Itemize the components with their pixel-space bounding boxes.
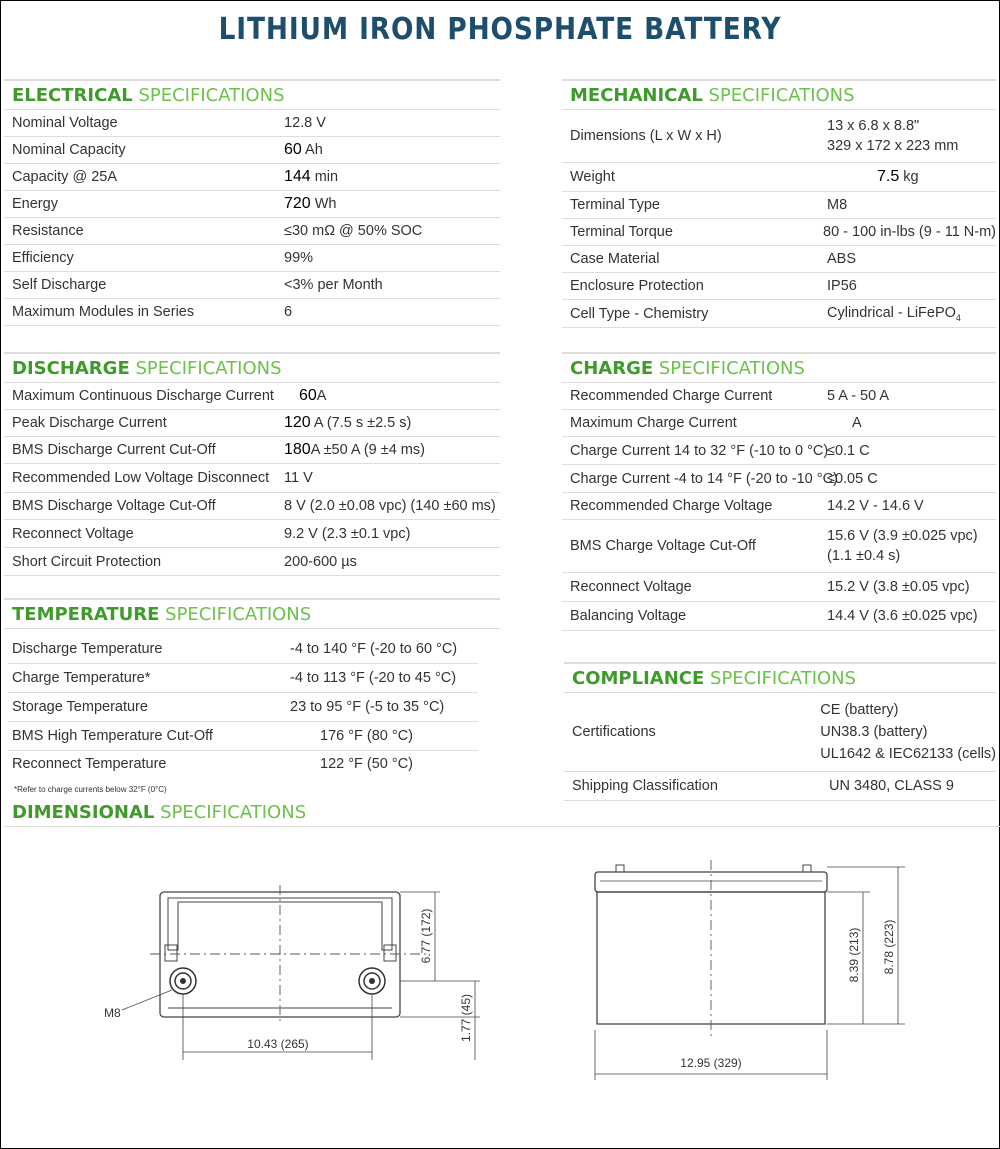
electrical-row: Energy 720 Wh	[4, 191, 500, 218]
temperature-row: Discharge Temperature -4 to 140 °F (-20 to 60 °C)	[8, 635, 478, 664]
mechanical-row: Weight 7.5 kg	[562, 163, 996, 192]
mechanical-row: Cell Type - Chemistry Cylindrical - LiFePO$_4$	[562, 300, 996, 328]
mechanical-row: Terminal Torque 80 - 100 in-lbs (9 - 11 N-m)	[562, 219, 996, 246]
temperature-row: BMS High Temperature Cut-Off 176 °F (80 °C)	[8, 722, 478, 751]
compliance-row: Shipping Classification UN 3480, CLASS 9	[564, 772, 996, 801]
electrical-row: Nominal Voltage 12.8 V	[4, 110, 500, 137]
mechanical-row: Terminal Type M8	[562, 192, 996, 219]
terminal-icon	[170, 968, 196, 994]
compliance-row: Certifications CE (battery) UN38.3 (battery) UL1642 & IEC62133 (cells)	[564, 693, 996, 772]
discharge-heading: DISCHARGE SPECIFICATIONS	[4, 352, 500, 383]
compliance-heading: COMPLIANCE SPECIFICATIONS	[564, 662, 996, 693]
discharge-row: Recommended Low Voltage Disconnect 11 V	[4, 464, 500, 493]
temperature-note: *Refer to charge currents below 32°F (0°C)	[14, 785, 167, 794]
discharge-panel	[4, 352, 500, 576]
discharge-row: Maximum Continuous Discharge Current 60A	[4, 383, 500, 410]
terminal-icon	[359, 968, 385, 994]
discharge-row: Short Circuit Protection 200-600 µs	[4, 548, 500, 576]
mechanical-row: Case Material ABS	[562, 246, 996, 273]
top-height-label: 6.77 (172)	[419, 908, 433, 964]
electrical-row: Efficiency 99%	[4, 245, 500, 272]
charge-row: Recommended Charge Current 5 A - 50 A	[562, 383, 996, 410]
mechanical-row: Enclosure Protection IP56	[562, 273, 996, 300]
top-offset-label: 1.77 (45)	[459, 993, 473, 1043]
discharge-row: BMS Discharge Current Cut-Off 180A ±50 A (9 ±4 ms)	[4, 437, 500, 464]
top-view-drawing	[90, 880, 490, 1070]
mechanical-heading: MECHANICAL SPECIFICATIONS	[562, 79, 996, 110]
mechanical-panel	[562, 79, 996, 328]
charge-row: Balancing Voltage 14.4 V (3.6 ±0.025 vpc)	[562, 602, 996, 631]
electrical-heading: ELECTRICAL SPECIFICATIONS	[4, 79, 500, 110]
compliance-panel	[564, 662, 996, 801]
side-body-height-label: 8.39 (213)	[847, 927, 861, 983]
side-view-drawing	[580, 855, 910, 1085]
terminal-label: M8	[104, 1006, 121, 1020]
dimensional-heading: DIMENSIONAL SPECIFICATIONS	[4, 798, 1000, 827]
discharge-row: BMS Discharge Voltage Cut-Off 8 V (2.0 ±0.08 vpc) (140 ±60 ms)	[4, 493, 500, 520]
charge-row: Maximum Charge Current A	[562, 410, 996, 437]
charge-panel	[562, 352, 996, 631]
electrical-row: Resistance ≤30 mΩ @ 50% SOC	[4, 218, 500, 245]
page-title: LITHIUM IRON PHOSPHATE BATTERY	[218, 12, 782, 47]
discharge-row: Peak Discharge Current 120 A (7.5 s ±2.5 s)	[4, 410, 500, 437]
electrical-panel	[4, 79, 500, 326]
temperature-row: Charge Temperature* -4 to 113 °F (-20 to 45 °C)	[8, 664, 478, 693]
mechanical-row: Dimensions (L x W x H) 13 x 6.8 x 8.8" 329 x 172 x 223 mm	[562, 110, 996, 163]
top-width-label: 10.43 (265)	[247, 1037, 309, 1051]
charge-row: Charge Current 14 to 32 °F (-10 to 0 °C) ≤0.1 C	[562, 437, 996, 465]
temperature-row: Storage Temperature 23 to 95 °F (-5 to 35 °C)	[8, 693, 478, 722]
charge-heading: CHARGE SPECIFICATIONS	[562, 352, 996, 383]
side-width-label: 12.95 (329)	[680, 1056, 742, 1070]
side-total-height-label: 8.78 (223)	[882, 919, 896, 975]
temperature-panel	[4, 598, 500, 794]
charge-row: Reconnect Voltage 15.2 V (3.8 ±0.05 vpc)	[562, 573, 996, 602]
charge-row: Charge Current -4 to 14 °F (-20 to -10 °C) ≤0.05 C	[562, 465, 996, 493]
electrical-row: Maximum Modules in Series 6	[4, 299, 500, 326]
charge-row: Recommended Charge Voltage 14.2 V - 14.6 V	[562, 493, 996, 520]
electrical-row: Self Discharge <3% per Month	[4, 272, 500, 299]
electrical-row: Nominal Capacity 60 Ah	[4, 137, 500, 164]
discharge-row: Reconnect Voltage 9.2 V (2.3 ±0.1 vpc)	[4, 520, 500, 548]
temperature-row: Reconnect Temperature 122 °F (50 °C)	[12, 756, 413, 772]
temperature-heading: TEMPERATURE SPECIFICATIONS	[4, 598, 500, 629]
charge-row: BMS Charge Voltage Cut-Off 15.6 V (3.9 ±0.025 vpc) (1.1 ±0.4 s)	[562, 520, 996, 573]
electrical-row: Capacity @ 25A 144 min	[4, 164, 500, 191]
dimensional-panel	[4, 798, 1000, 827]
